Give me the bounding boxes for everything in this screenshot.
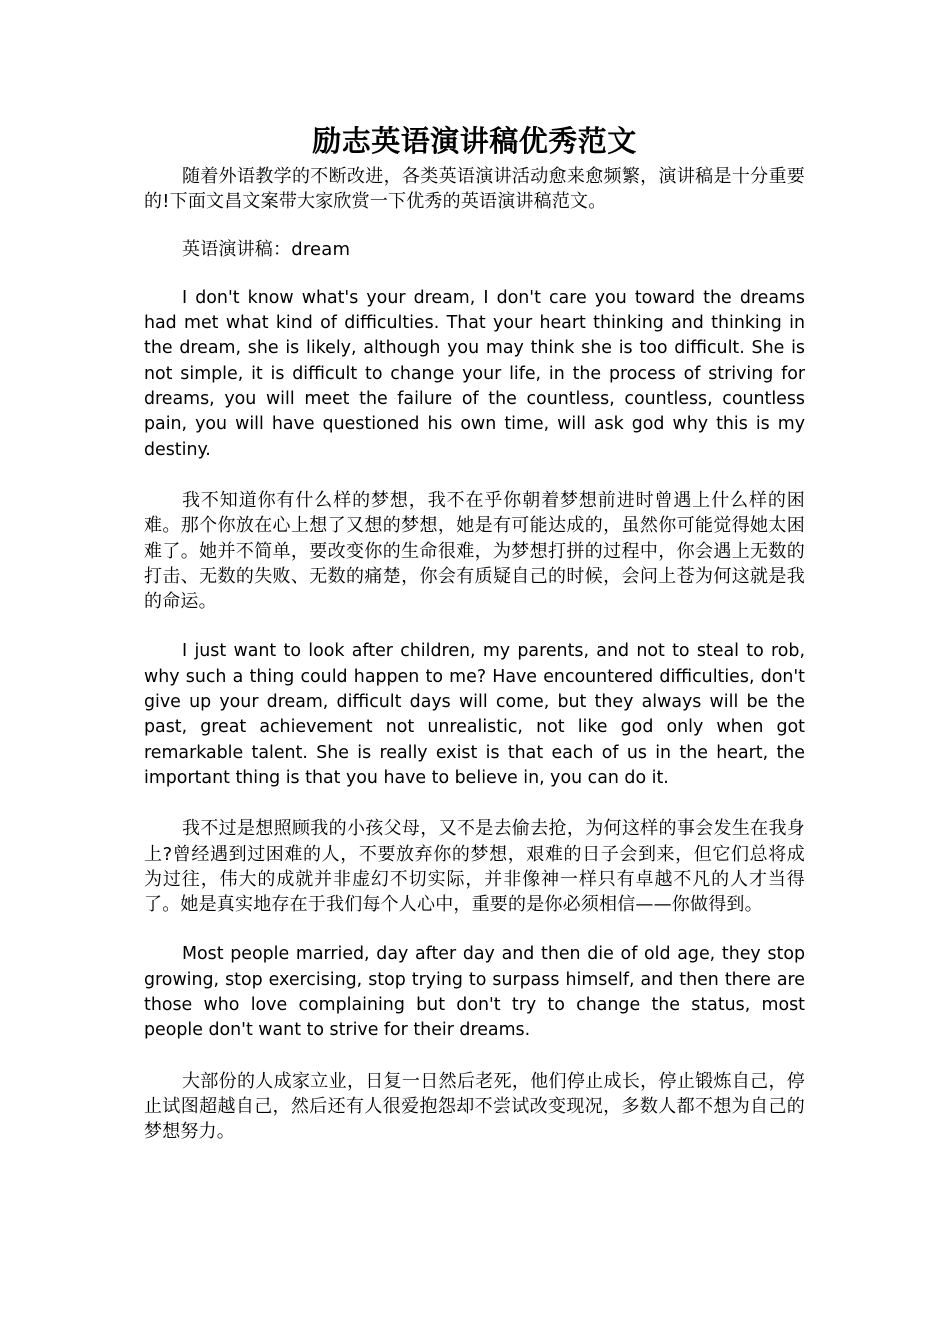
english-paragraph-1: I don't know what's your dream, I don't care you toward the dreams had met what kind of difficulties. That your heart thinking and thinking in the dream, she is likely, although you may think she is too difficult. She is not simple, it is difficult to change your life, in the process of striving for dreams, you will meet the failure of the countless, countless, countless pain, you will have questioned his own time, will ask god why this is my destiny. xyxy=(144,287,805,460)
document-title: 励志英语演讲稿优秀范文 xyxy=(312,124,637,158)
document-body xyxy=(144,118,805,1170)
speech-heading: 英语演讲稿：dream xyxy=(182,238,351,260)
intro-paragraph: 随着外语教学的不断改进，各类英语演讲活动愈来愈频繁，演讲稿是十分重要的!下面文昌文案带大家欣赏一下优秀的英语演讲稿范文。 xyxy=(144,166,805,213)
english-paragraph-3: Most people married, day after day and then die of old age, they stop growing, stop exercising, stop trying to surpass himself, and then there are those who love complaining but don't try to change the status, most people don't want to strive for their dreams. xyxy=(144,944,805,1041)
english-paragraph-2: I just want to look after children, my parents, and not to steal to rob, why such a thing could happen to me? Have encountered difficulties, don't give up your dream, difficult days will come, but they always will be the past, great achievement not unrealistic, not like god only when got remarkable talent. She is really exist is that each of us in the heart, the important thing is that you have to believe in, you can do it. xyxy=(144,641,805,788)
chinese-paragraph-3: 大部份的人成家立业，日复一日然后老死，他们停止成长，停止锻炼自己，停止试图超越自己，然后还有人很爱抱怨却不尝试改变现况，多数人都不想为自己的梦想努力。 xyxy=(144,1070,805,1143)
chinese-paragraph-2: 我不过是想照顾我的小孩父母，又不是去偷去抢，为何这样的事会发生在我身上?曾经遇到过困难的人，不要放弃你的梦想，艰难的日子会到来，但它们总将成为过往，伟大的成就并非虚幻不切实际，并非像神一样只有卓越不凡的人才当得了。她是真实地存在于我们每个人心中，重要的是你必须相信——你做得到。 xyxy=(144,818,805,916)
chinese-paragraph-1: 我不知道你有什么样的梦想，我不在乎你朝着梦想前进时曾遇上什么样的困难。那个你放在心上想了又想的梦想，她是有可能达成的，虽然你可能觉得她太困难了。她并不简单，要改变你的生命很难，为梦想打拼的过程中，你会遇上无数的打击、无数的失败、无数的痛楚，你会有质疑自己的时候，会问上苍为何这就是我的命运。 xyxy=(144,489,805,613)
